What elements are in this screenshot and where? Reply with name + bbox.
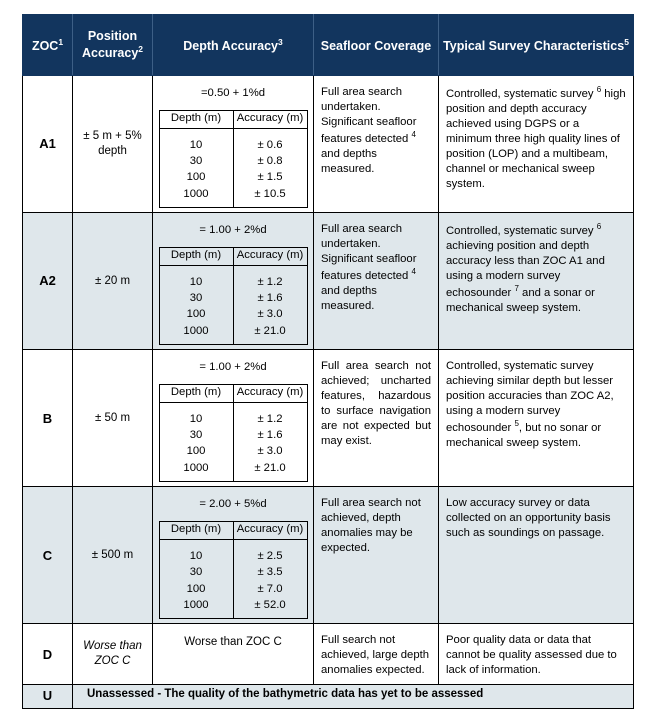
- header-row: [23, 15, 634, 76]
- subtable-header-row: [159, 385, 307, 403]
- accuracy-value: ± 1.6: [257, 292, 283, 304]
- depth-value: 10: [189, 275, 203, 288]
- header-seafloor-coverage: [314, 15, 439, 76]
- subheader-accuracy: Accuracy (m): [233, 248, 307, 266]
- typical-text-post-2: and a sonar or mechanical sweep system.: [446, 286, 595, 314]
- seafloor-text-post: and depths measured.: [321, 147, 377, 175]
- seafloor-text-pre: Full area search undertaken. Significant seafloor features detected: [321, 86, 417, 145]
- cell-depth-accuracy: [153, 213, 314, 350]
- cell-depth-accuracy: Worse than ZOC C: [153, 624, 314, 685]
- cell-typical-survey: [439, 624, 634, 685]
- seafloor-text-post: and depths measured.: [321, 284, 377, 312]
- subheader-depth: Depth (m): [159, 248, 233, 266]
- subheader-depth: Depth (m): [159, 522, 233, 540]
- subheader-depth: Depth (m): [159, 385, 233, 403]
- cell-depth-accuracy: [153, 350, 314, 487]
- depth-formula: = 1.00 + 2%d: [199, 361, 267, 374]
- cell-position-accuracy: ± 500 m: [73, 487, 153, 624]
- header-zoc: [23, 15, 73, 76]
- cell-position-accuracy: Worse than ZOC C: [73, 624, 153, 685]
- cell-seafloor-coverage: [314, 487, 439, 624]
- table-row: [23, 487, 634, 624]
- accuracy-value: ± 52.0: [254, 598, 286, 611]
- depth-value: 100: [186, 582, 206, 595]
- accuracy-value: ± 1.2: [257, 412, 283, 425]
- seafloor-text-pre: Full area search not achieved, depth anomalies may be expected.: [321, 497, 421, 555]
- header-typical-survey-footnote: 5: [624, 36, 629, 47]
- accuracy-value: ± 10.5: [254, 187, 286, 200]
- depth-value: 30: [189, 292, 203, 304]
- cell-zoc: A1: [23, 76, 73, 213]
- subtable-values-row: [159, 539, 307, 619]
- accuracy-value: ± 3.0: [257, 308, 283, 321]
- accuracy-value: ± 1.5: [257, 171, 283, 184]
- accuracy-value: ± 7.0: [257, 582, 283, 595]
- header-typical-survey-label: Typical Survey Characteristics: [443, 38, 625, 53]
- depth-accuracy-subtable: [159, 521, 308, 619]
- subheader-accuracy: Accuracy (m): [233, 385, 307, 403]
- depth-value: 10: [189, 549, 203, 562]
- subheader-depth: Depth (m): [159, 111, 233, 129]
- cell-zoc: D: [23, 624, 73, 685]
- typical-text-post: , but no sonar or mechanical sweep system.: [446, 421, 602, 449]
- typical-text-pre: Poor quality data or data that cannot be quality assessed due to lack of information.: [446, 634, 617, 677]
- header-position-accuracy-label: Position Accuracy: [81, 29, 139, 61]
- subtable-values-row: [159, 265, 307, 345]
- depth-values: [159, 402, 233, 482]
- seafloor-text-pre: Full area search not achieved; uncharted features, hazardous to surface navigation are not expected but may exist.: [321, 360, 431, 448]
- typical-footnote: 6: [596, 85, 602, 94]
- cell-seafloor-coverage: [314, 76, 439, 213]
- depth-value: 1000: [183, 461, 209, 474]
- zoc-table-container: [22, 14, 633, 704]
- table-row: [23, 213, 634, 350]
- header-depth-accuracy-footnote: 3: [277, 36, 283, 47]
- typical-text-post: achieving position and depth accuracy less than ZOC A1 and using a modern survey echosounder: [446, 239, 605, 299]
- typical-text-pre: Controlled, systematic survey: [446, 224, 597, 237]
- typical-text-pre: Low accuracy survey or data collected on an opportunity basis such as soundings on passage.: [446, 497, 611, 540]
- depth-accuracy-subtable: [159, 384, 308, 482]
- seafloor-text-pre: Full search not achieved, large depth anomalies expected.: [321, 634, 430, 677]
- cell-seafloor-coverage: [314, 350, 439, 487]
- cell-zoc: B: [23, 350, 73, 487]
- depth-value: 10: [189, 412, 203, 425]
- table-row: [23, 624, 634, 685]
- accuracy-value: ± 21.0: [254, 461, 286, 474]
- cell-depth-accuracy: [153, 76, 314, 213]
- accuracy-value: ± 3.0: [257, 445, 283, 458]
- header-depth-accuracy: [153, 15, 314, 76]
- subheader-accuracy: Accuracy (m): [233, 111, 307, 129]
- depth-value: 30: [189, 154, 203, 167]
- subtable-values-row: [159, 402, 307, 482]
- header-depth-accuracy-label: Depth Accuracy: [183, 38, 278, 53]
- typical-footnote: 5: [514, 419, 519, 429]
- subtable-header-row: [159, 522, 307, 540]
- accuracy-values: [233, 539, 307, 619]
- cell-zoc: C: [23, 487, 73, 624]
- subtable-header-row: [159, 248, 307, 266]
- subtable-values-row: [159, 128, 307, 208]
- header-seafloor-coverage-label: Seafloor Coverage: [320, 38, 432, 53]
- depth-value: 1000: [183, 187, 209, 200]
- accuracy-value: ± 1.2: [257, 275, 283, 288]
- header-typical-survey: [439, 15, 634, 76]
- depth-value: 30: [189, 566, 203, 579]
- depth-formula: = 2.00 + 5%d: [199, 498, 267, 511]
- table-row: [23, 350, 634, 487]
- cell-zoc-unassessed: U: [23, 685, 73, 708]
- depth-accuracy-subtable: [159, 247, 308, 345]
- header-position-accuracy: [73, 15, 153, 76]
- accuracy-value: ± 3.5: [257, 566, 283, 579]
- seafloor-footnote: 4: [411, 267, 416, 277]
- cell-zoc: A2: [23, 213, 73, 350]
- header-position-accuracy-footnote: 2: [138, 43, 144, 54]
- cell-typical-survey: [439, 76, 634, 213]
- depth-value: 30: [189, 429, 203, 442]
- depth-accuracy-subtable: [159, 110, 308, 208]
- cell-position-accuracy: ± 50 m: [73, 350, 153, 487]
- subtable-header-row: [159, 111, 307, 129]
- depth-value: 10: [189, 138, 203, 151]
- accuracy-value: ± 0.8: [257, 154, 283, 167]
- accuracy-values: [233, 402, 307, 482]
- zoc-table: [22, 14, 634, 709]
- cell-typical-survey: [439, 487, 634, 624]
- typical-text-pre: Controlled, systematic survey achieving similar depth but lesser position accuracies than ZOC A2, using a modern survey echosounder: [446, 360, 614, 434]
- depth-formula: = 1.00 + 2%d: [199, 224, 267, 237]
- accuracy-values: [233, 265, 307, 345]
- table-body: [23, 76, 634, 709]
- typical-text-pre: Controlled, systematic survey: [446, 87, 597, 100]
- depth-value: 100: [186, 308, 206, 321]
- depth-values: [159, 265, 233, 345]
- depth-value: 1000: [183, 598, 209, 611]
- accuracy-value: ± 21.0: [254, 324, 286, 337]
- cell-depth-accuracy: [153, 487, 314, 624]
- table-header: [23, 15, 634, 76]
- cell-seafloor-coverage: [314, 624, 439, 685]
- typical-footnote: 6: [596, 222, 602, 232]
- cell-position-accuracy: ± 20 m: [73, 213, 153, 350]
- header-zoc-label: ZOC: [31, 38, 59, 53]
- depth-value: 100: [186, 445, 206, 458]
- depth-formula: =0.50 + 1%d: [200, 87, 266, 99]
- cell-seafloor-coverage: [314, 213, 439, 350]
- cell-position-accuracy: ± 5 m + 5% depth: [73, 76, 153, 213]
- depth-values: [159, 128, 233, 208]
- accuracy-value: ± 1.6: [257, 429, 283, 442]
- depth-value: 1000: [183, 324, 209, 337]
- cell-typical-survey: [439, 350, 634, 487]
- header-zoc-footnote: 1: [58, 36, 64, 47]
- cell-typical-survey: [439, 213, 634, 350]
- seafloor-text-pre: Full area search undertaken. Significant seafloor features detected: [321, 223, 417, 282]
- seafloor-footnote: 4: [411, 130, 416, 140]
- table-row-unassessed: [23, 685, 634, 708]
- depth-value: 100: [186, 171, 206, 184]
- subheader-accuracy: Accuracy (m): [233, 522, 307, 540]
- cell-unassessed-text: Unassessed - The quality of the bathymetric data has yet to be assessed: [73, 685, 634, 708]
- depth-values: [159, 539, 233, 619]
- accuracy-values: [233, 128, 307, 208]
- accuracy-value: ± 0.6: [257, 138, 283, 151]
- table-row: [23, 76, 634, 213]
- accuracy-value: ± 2.5: [257, 549, 283, 562]
- typical-footnote-2: 7: [514, 283, 519, 293]
- typical-text-post: high position and depth accuracy achieved using DGPS or a minimum three high quality lines of position (LOP) and a multibeam, channel or mechanical sweep system.: [446, 87, 626, 190]
